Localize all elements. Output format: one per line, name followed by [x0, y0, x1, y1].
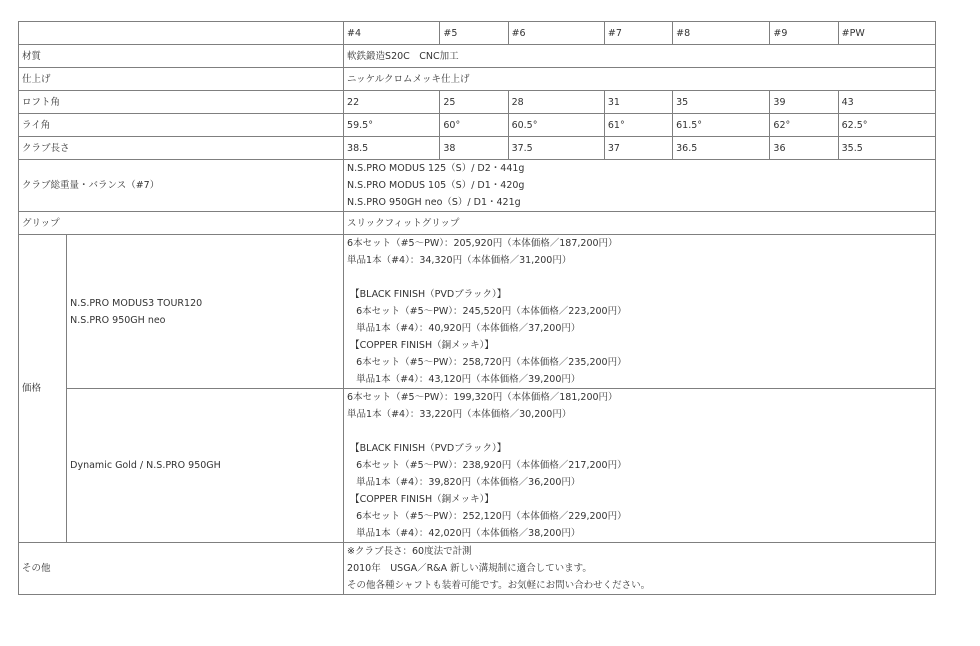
length-value: 36.5 [673, 137, 770, 160]
other-line: その他各種シャフトも装着可能です。お気軽にお問い合わせください。 [347, 580, 651, 591]
price-row-2 [19, 389, 936, 543]
price-line [347, 423, 932, 440]
lie-value: 62° [770, 114, 838, 137]
finish-value: ニッケルクロムメッキ仕上げ [344, 68, 936, 91]
price-shaft-cell [67, 389, 344, 543]
other-row [19, 543, 936, 595]
lie-value: 61.5° [673, 114, 770, 137]
weight-row [19, 160, 936, 212]
other-line: ※クラブ長さ：60度法で計測 [347, 546, 472, 557]
price-line: 単品1本（#4）：34,320円（本体価格／31,200円） [347, 255, 572, 266]
other-label: その他 [19, 543, 344, 595]
loft-value: 22 [344, 91, 440, 114]
length-value: 37 [604, 137, 672, 160]
price-line: 単品1本（#4）：42,020円（本体価格／38,200円） [347, 528, 581, 539]
price-line: 6本セット（#5〜PW）：258,720円（本体価格／235,200円） [347, 357, 627, 368]
price-value [344, 389, 936, 543]
length-value: 35.5 [838, 137, 935, 160]
grip-label: グリップ [19, 212, 344, 235]
price-line: 【COPPER FINISH（銅メッキ）】 [347, 340, 494, 351]
lie-value: 60.5° [508, 114, 604, 137]
header-cell: #8 [673, 22, 770, 45]
header-cell: #PW [838, 22, 935, 45]
length-value: 38 [440, 137, 508, 160]
other-line: 2010年 USGA／R&A 新しい溝規制に適合しています。 [347, 563, 592, 574]
lie-value: 60° [440, 114, 508, 137]
header-cell: #5 [440, 22, 508, 45]
header-cell: #9 [770, 22, 838, 45]
grip-row [19, 212, 936, 235]
loft-value: 43 [838, 91, 935, 114]
price-shaft-line: Dynamic Gold / N.S.PRO 950GH [70, 460, 221, 471]
material-label: 材質 [19, 45, 344, 68]
lie-row [19, 114, 936, 137]
price-line: 6本セット（#5〜PW）：245,520円（本体価格／223,200円） [347, 306, 627, 317]
loft-value: 35 [673, 91, 770, 114]
price-line: 単品1本（#4）：40,920円（本体価格／37,200円） [347, 323, 581, 334]
lie-value: 59.5° [344, 114, 440, 137]
loft-value: 39 [770, 91, 838, 114]
other-value [344, 543, 936, 595]
price-line: 【BLACK FINISH（PVDブラック）】 [347, 443, 507, 454]
price-line: 【BLACK FINISH（PVDブラック）】 [347, 289, 507, 300]
lie-value: 62.5° [838, 114, 935, 137]
length-row [19, 137, 936, 160]
lie-label: ライ角 [19, 114, 344, 137]
length-label: クラブ長さ [19, 137, 344, 160]
lie-value: 61° [604, 114, 672, 137]
header-row [19, 22, 936, 45]
price-line: 【COPPER FINISH（銅メッキ）】 [347, 494, 494, 505]
weight-value [344, 160, 936, 212]
price-line: 単品1本（#4）：43,120円（本体価格／39,200円） [347, 374, 581, 385]
header-cell: #6 [508, 22, 604, 45]
price-shaft-line: N.S.PRO MODUS3 TOUR120 [70, 297, 203, 309]
length-value: 36 [770, 137, 838, 160]
price-label: 価格 [19, 235, 67, 543]
loft-value: 28 [508, 91, 604, 114]
price-line: 6本セット（#5〜PW）：205,920円（本体価格／187,200円） [347, 238, 618, 249]
weight-line: N.S.PRO 950GH neo（S）/ D1・421g [347, 197, 521, 208]
price-line: 6本セット（#5〜PW）：238,920円（本体価格／217,200円） [347, 460, 627, 471]
loft-row [19, 91, 936, 114]
price-line [347, 269, 932, 286]
header-cell: #7 [604, 22, 672, 45]
length-value: 37.5 [508, 137, 604, 160]
price-row-1 [19, 235, 936, 389]
price-shaft-line: N.S.PRO 950GH neo [70, 314, 166, 326]
weight-line: N.S.PRO MODUS 105（S）/ D1・420g [347, 180, 525, 191]
material-value: 軟鉄鍛造S20C CNC加工 [344, 45, 936, 68]
grip-value: スリックフィットグリップ [344, 212, 936, 235]
length-value: 38.5 [344, 137, 440, 160]
weight-label: クラブ総重量・バランス（#7） [19, 160, 344, 212]
header-empty-cell [19, 22, 344, 45]
price-line: 6本セット（#5〜PW）：252,120円（本体価格／229,200円） [347, 511, 627, 522]
price-line: 単品1本（#4）：39,820円（本体価格／36,200円） [347, 477, 581, 488]
finish-row [19, 68, 936, 91]
price-value [344, 235, 936, 389]
header-cell: #4 [344, 22, 440, 45]
price-shaft-cell [67, 235, 344, 389]
loft-value: 31 [604, 91, 672, 114]
loft-value: 25 [440, 91, 508, 114]
material-row [19, 45, 936, 68]
price-line: 単品1本（#4）：33,220円（本体価格／30,200円） [347, 409, 572, 420]
price-line: 6本セット（#5〜PW）：199,320円（本体価格／181,200円） [347, 392, 618, 403]
finish-label: 仕上げ [19, 68, 344, 91]
loft-label: ロフト角 [19, 91, 344, 114]
weight-line: N.S.PRO MODUS 125（S）/ D2・441g [347, 163, 525, 174]
spec-table [18, 21, 936, 595]
